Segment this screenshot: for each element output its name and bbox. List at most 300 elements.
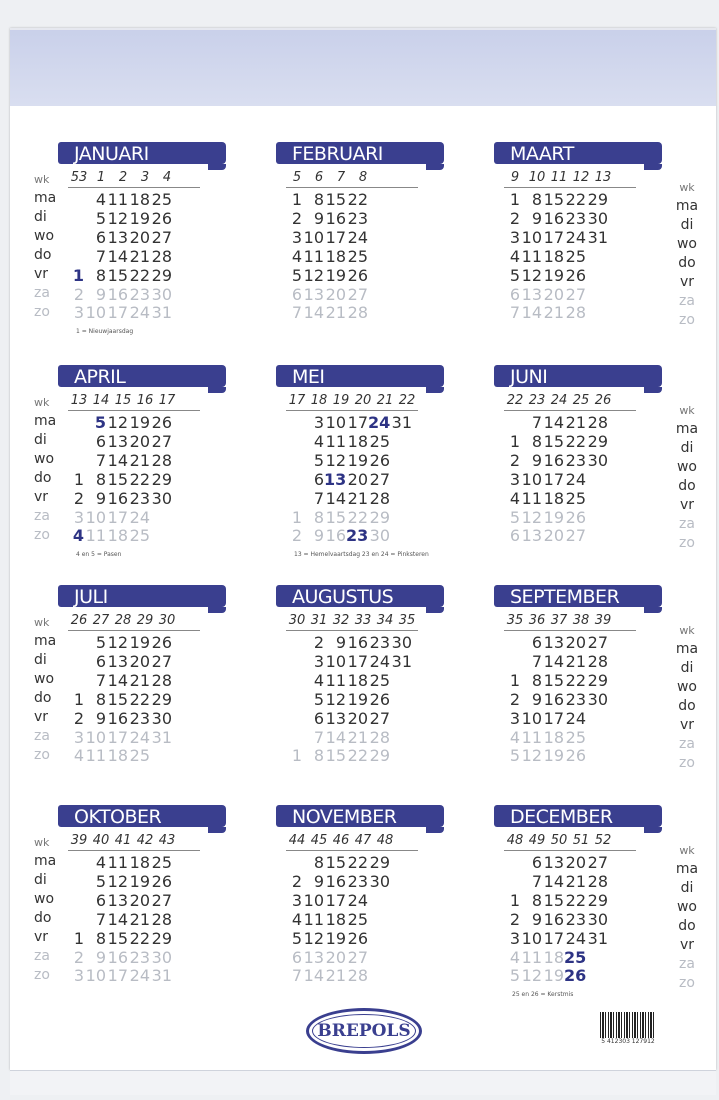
date-cell: 6 <box>313 708 324 728</box>
day-label-wo: wo <box>34 228 55 244</box>
date-cell: 5 <box>95 871 106 891</box>
date-cell: 16 <box>347 633 368 652</box>
month-november <box>280 805 470 1010</box>
date-cell: 9 <box>313 208 324 228</box>
wk-label: wk <box>679 844 695 857</box>
date-cell: 21 <box>565 413 586 432</box>
date-cell: 1 <box>509 670 520 690</box>
date-cell: 27 <box>587 633 608 652</box>
date-cell: 8 <box>531 190 542 209</box>
date-cell: 7 <box>313 488 324 508</box>
day-label-ma: ma <box>675 198 699 214</box>
holiday-note: 1 = Nieuwjaarsdag <box>76 328 134 336</box>
month-april <box>62 365 252 570</box>
date-cell: 11 <box>325 431 346 451</box>
month-header: FEBRUARI <box>280 142 444 164</box>
week-number: 2 <box>118 170 128 185</box>
date-cell: 10 <box>85 966 106 986</box>
date-cell: 2 <box>73 947 84 967</box>
date-cell: 15 <box>325 190 346 209</box>
day-label-wo: wo <box>34 451 55 467</box>
date-cell: 27 <box>151 431 172 451</box>
date-cell: 19 <box>129 413 150 432</box>
date-cell: 25 <box>565 488 586 508</box>
date-cell: 22 <box>347 746 368 766</box>
date-cell: 18 <box>107 526 128 546</box>
date-cell: 29 <box>587 190 608 209</box>
date-cell: 10 <box>303 227 324 247</box>
week-number: 39 <box>594 613 612 628</box>
date-cell: 26 <box>369 450 390 470</box>
date-cell: 13 <box>521 284 542 304</box>
month-header: JANUARI <box>62 142 226 164</box>
date-cell: 20 <box>565 853 586 872</box>
day-label-zo: zo <box>34 304 50 320</box>
week-number: 45 <box>310 833 328 848</box>
date-cell: 21 <box>565 651 586 671</box>
brepols-logo <box>306 1008 422 1054</box>
day-label-do: do <box>678 255 696 271</box>
date-cell: 5 <box>291 928 302 948</box>
week-divider <box>68 850 200 851</box>
date-cell: 24 <box>129 303 150 323</box>
date-cell: 12 <box>325 450 346 470</box>
date-cell: 12 <box>107 871 128 891</box>
date-cell: 20 <box>565 633 586 652</box>
date-cell: 22 <box>565 190 586 209</box>
date-cell: 3 <box>73 507 84 527</box>
date-cell: 3 <box>291 890 302 910</box>
date-cell: 27 <box>151 651 172 671</box>
date-cell: 13 <box>543 853 564 872</box>
week-number: 29 <box>136 613 154 628</box>
day-label-vr: vr <box>679 497 695 513</box>
date-cell: 12 <box>303 265 324 285</box>
date-cell: 22 <box>129 689 150 709</box>
date-cell: 11 <box>521 727 542 747</box>
date-cell: 15 <box>107 689 128 709</box>
date-cell: 26 <box>151 413 172 432</box>
date-cell: 18 <box>107 746 128 766</box>
week-number: 39 <box>70 833 88 848</box>
date-cell: 1 <box>291 507 302 527</box>
day-label-za: za <box>34 948 50 964</box>
date-cell: 14 <box>543 413 564 432</box>
date-cell: 24 <box>368 413 391 432</box>
week-divider <box>68 630 200 631</box>
date-cell: 9 <box>531 208 542 228</box>
date-cell: 28 <box>151 670 172 690</box>
date-cell: 15 <box>543 670 564 690</box>
date-cell: 16 <box>107 947 128 967</box>
date-cell: 24 <box>565 708 586 728</box>
date-cell: 29 <box>587 431 608 451</box>
brand-name: BREPOLS <box>317 1021 411 1041</box>
date-cell: 28 <box>587 413 608 432</box>
wk-label: wk <box>34 616 50 629</box>
month-header: MEI <box>280 365 444 387</box>
date-cell: 26 <box>369 689 390 709</box>
date-cell: 16 <box>543 450 564 470</box>
date-cell: 17 <box>543 708 564 728</box>
wk-label: wk <box>34 173 50 186</box>
day-label-vr: vr <box>679 274 695 290</box>
week-divider <box>504 850 636 851</box>
date-cell: 23 <box>565 689 586 709</box>
date-cell: 27 <box>369 708 390 728</box>
day-label-zo: zo <box>679 975 695 991</box>
date-cell: 5 <box>509 746 520 766</box>
date-cell: 2 <box>73 488 84 508</box>
date-cell: 20 <box>129 227 150 247</box>
date-cell: 1 <box>73 469 84 489</box>
holiday-note: 25 en 26 = Kerstmis <box>512 991 574 999</box>
date-cell: 5 <box>313 450 324 470</box>
date-cell: 2 <box>73 708 84 728</box>
day-label-di: di <box>680 217 694 233</box>
date-cell: 21 <box>347 727 368 747</box>
week-divider <box>286 410 418 411</box>
date-cell: 3 <box>73 303 84 323</box>
week-number: 41 <box>114 833 132 848</box>
date-cell: 23 <box>129 488 150 508</box>
date-cell: 14 <box>325 488 346 508</box>
date-cell: 30 <box>369 871 390 891</box>
day-labels <box>34 170 64 322</box>
date-cell: 11 <box>325 670 346 690</box>
date-cell: 17 <box>107 966 128 986</box>
week-number: 43 <box>158 833 176 848</box>
date-cell: 8 <box>313 190 324 209</box>
date-cell: 30 <box>151 284 172 304</box>
holiday-note: 13 = Hemelvaartsdag 23 en 24 = Pinksteren <box>294 551 429 559</box>
date-cell: 23 <box>129 947 150 967</box>
date-cell: 4 <box>95 190 106 209</box>
date-cell: 27 <box>151 227 172 247</box>
week-number: 9 <box>510 170 520 185</box>
day-label-do: do <box>678 478 696 494</box>
date-cell: 17 <box>347 413 368 432</box>
date-cell: 24 <box>129 966 150 986</box>
date-cell: 21 <box>325 966 346 986</box>
date-cell: 4 <box>509 947 520 967</box>
week-number: 1 <box>96 170 106 185</box>
date-cell: 6 <box>509 526 520 546</box>
week-number: 5 <box>292 170 302 185</box>
date-cell: 2 <box>509 909 520 929</box>
date-cell: 7 <box>95 909 106 929</box>
week-number: 48 <box>376 833 394 848</box>
date-cell: 4 <box>509 488 520 508</box>
date-cell: 12 <box>521 265 542 285</box>
date-cell: 12 <box>107 633 128 652</box>
day-label-wo: wo <box>676 679 697 695</box>
date-cell: 12 <box>107 208 128 228</box>
date-cell: 7 <box>291 303 302 323</box>
date-cell: 22 <box>129 469 150 489</box>
week-number: 8 <box>358 170 368 185</box>
date-cell: 14 <box>303 303 324 323</box>
date-cell: 6 <box>95 890 106 910</box>
week-number: 30 <box>158 613 176 628</box>
month-december <box>498 805 688 1010</box>
date-cell: 2 <box>509 450 520 470</box>
date-cell: 2 <box>73 284 84 304</box>
date-cell: 29 <box>587 890 608 910</box>
date-cell: 10 <box>85 507 106 527</box>
date-cell: 14 <box>107 670 128 690</box>
week-number: 44 <box>288 833 306 848</box>
date-cell: 8 <box>95 265 106 285</box>
month-header: NOVEMBER <box>280 805 444 827</box>
week-divider <box>504 410 636 411</box>
date-cell: 2 <box>313 633 324 652</box>
week-number: 25 <box>572 393 590 408</box>
date-cell: 5 <box>94 413 106 432</box>
date-cell: 29 <box>369 507 390 527</box>
date-cell: 28 <box>587 651 608 671</box>
day-label-di: di <box>34 872 47 888</box>
date-cell: 26 <box>151 633 172 652</box>
date-cell: 7 <box>531 651 542 671</box>
week-number: 51 <box>572 833 590 848</box>
week-number: 28 <box>114 613 132 628</box>
week-number: 22 <box>506 393 524 408</box>
month-header: APRIL <box>62 365 226 387</box>
barcode-bars <box>600 1012 656 1038</box>
date-cell: 6 <box>291 284 302 304</box>
header-band <box>10 28 716 106</box>
date-cell: 2 <box>509 208 520 228</box>
date-cell: 26 <box>151 208 172 228</box>
day-label-do: do <box>34 690 52 706</box>
date-cell: 13 <box>325 708 346 728</box>
day-label-di: di <box>680 440 694 456</box>
date-cell: 22 <box>129 928 150 948</box>
week-divider <box>286 850 418 851</box>
date-cell: 24 <box>129 727 150 747</box>
date-cell: 12 <box>107 413 128 432</box>
week-number: 17 <box>288 393 306 408</box>
date-cell: 28 <box>587 871 608 891</box>
date-cell: 7 <box>531 413 542 432</box>
week-number: 37 <box>550 613 568 628</box>
week-number: 50 <box>550 833 568 848</box>
week-number: 16 <box>136 393 154 408</box>
day-labels <box>34 833 64 985</box>
date-cell: 13 <box>521 526 542 546</box>
date-cell: 19 <box>325 265 346 285</box>
date-cell: 26 <box>347 928 368 948</box>
day-label-do: do <box>678 918 696 934</box>
date-cell: 21 <box>129 909 150 929</box>
week-number: 19 <box>332 393 350 408</box>
date-cell: 20 <box>347 469 368 489</box>
date-cell: 15 <box>107 265 128 285</box>
date-cell: 6 <box>95 651 106 671</box>
date-cell: 30 <box>151 947 172 967</box>
date-cell: 17 <box>325 890 346 910</box>
date-cell: 25 <box>565 727 586 747</box>
date-cell: 25 <box>369 670 390 690</box>
date-cell: 22 <box>347 190 368 209</box>
date-cell: 10 <box>325 651 346 671</box>
day-label-wo: wo <box>34 671 55 687</box>
date-cell: 11 <box>521 246 542 266</box>
date-cell: 30 <box>369 526 390 546</box>
date-cell: 3 <box>73 966 84 986</box>
date-cell: 24 <box>565 469 586 489</box>
date-cell: 10 <box>521 469 542 489</box>
date-cell: 4 <box>72 526 84 546</box>
date-cell: 28 <box>347 966 368 986</box>
date-cell: 7 <box>95 670 106 690</box>
date-cell: 27 <box>151 890 172 910</box>
date-cell: 15 <box>107 469 128 489</box>
date-cell: 20 <box>347 708 368 728</box>
date-cell: 23 <box>129 284 150 304</box>
date-cell: 13 <box>543 633 564 652</box>
week-number: 46 <box>332 833 350 848</box>
date-cell: 8 <box>313 507 324 527</box>
date-cell: 31 <box>151 966 172 986</box>
date-cell: 15 <box>325 507 346 527</box>
date-cell: 26 <box>564 966 587 986</box>
date-cell: 25 <box>564 947 587 967</box>
date-cell: 28 <box>151 246 172 266</box>
month-maart <box>498 142 688 347</box>
date-cell: 15 <box>543 190 564 209</box>
day-label-za: za <box>679 956 695 972</box>
date-cell: 20 <box>325 284 346 304</box>
date-cell: 9 <box>313 526 324 546</box>
date-cell: 20 <box>325 947 346 967</box>
date-cell: 1 <box>509 431 520 451</box>
date-cell: 3 <box>291 227 302 247</box>
day-label-za: za <box>679 293 695 309</box>
date-cell: 19 <box>129 208 150 228</box>
day-label-do: do <box>34 910 52 926</box>
date-cell: 11 <box>521 947 542 967</box>
week-number: 14 <box>92 393 110 408</box>
date-cell: 17 <box>543 227 564 247</box>
date-cell: 16 <box>325 871 346 891</box>
date-cell: 25 <box>565 246 586 266</box>
date-cell: 4 <box>73 746 84 766</box>
date-cell: 21 <box>129 246 150 266</box>
barcode-number: 5 412303 127912 <box>601 1038 655 1045</box>
date-cell: 13 <box>107 431 128 451</box>
date-cell: 19 <box>129 633 150 652</box>
date-cell: 17 <box>107 303 128 323</box>
date-cell: 9 <box>95 708 106 728</box>
day-label-vr: vr <box>34 709 49 725</box>
date-cell: 15 <box>107 928 128 948</box>
date-cell: 17 <box>107 507 128 527</box>
month-header: MAART <box>498 142 662 164</box>
day-label-vr: vr <box>34 489 49 505</box>
day-label-ma: ma <box>34 190 57 206</box>
week-number: 18 <box>310 393 328 408</box>
date-cell: 30 <box>151 488 172 508</box>
date-cell: 15 <box>325 746 346 766</box>
month-september <box>498 585 688 790</box>
week-number: 34 <box>376 613 394 628</box>
week-number: 20 <box>354 393 372 408</box>
date-cell: 9 <box>335 633 346 652</box>
date-cell: 2 <box>291 208 302 228</box>
date-cell: 14 <box>107 909 128 929</box>
date-cell: 25 <box>151 853 172 872</box>
date-cell: 8 <box>313 746 324 766</box>
date-cell: 20 <box>129 651 150 671</box>
date-cell: 27 <box>347 284 368 304</box>
date-cell: 27 <box>369 469 390 489</box>
date-cell: 22 <box>565 431 586 451</box>
date-cell: 7 <box>291 966 302 986</box>
date-cell: 19 <box>543 746 564 766</box>
date-cell: 6 <box>313 469 324 489</box>
day-label-zo: zo <box>34 967 50 983</box>
date-cell: 25 <box>129 746 150 766</box>
date-cell: 5 <box>509 507 520 527</box>
date-cell: 7 <box>95 246 106 266</box>
week-number: 47 <box>354 833 372 848</box>
date-cell: 24 <box>129 507 150 527</box>
date-cell: 17 <box>543 928 564 948</box>
date-cell: 17 <box>543 469 564 489</box>
date-cell: 27 <box>565 284 586 304</box>
date-cell: 4 <box>509 727 520 747</box>
month-header: SEPTEMBER <box>498 585 662 607</box>
date-cell: 19 <box>543 507 564 527</box>
month-oktober <box>62 805 252 1010</box>
date-cell: 16 <box>543 689 564 709</box>
week-number: 26 <box>594 393 612 408</box>
date-cell: 18 <box>543 246 564 266</box>
week-number: 17 <box>158 393 176 408</box>
week-divider <box>504 630 636 631</box>
date-cell: 18 <box>543 488 564 508</box>
week-number: 38 <box>572 613 590 628</box>
week-number: 36 <box>528 613 546 628</box>
date-cell: 11 <box>521 488 542 508</box>
date-cell: 21 <box>129 670 150 690</box>
date-cell: 5 <box>313 689 324 709</box>
date-cell: 23 <box>347 871 368 891</box>
date-cell: 23 <box>565 909 586 929</box>
day-label-wo: wo <box>676 899 697 915</box>
date-cell: 9 <box>313 871 324 891</box>
date-cell: 16 <box>107 488 128 508</box>
date-cell: 31 <box>587 227 608 247</box>
week-divider <box>286 187 418 188</box>
day-label-zo: zo <box>34 527 50 543</box>
day-label-do: do <box>678 698 696 714</box>
date-cell: 23 <box>347 208 368 228</box>
date-cell: 4 <box>291 246 302 266</box>
date-cell: 23 <box>346 526 369 546</box>
date-cell: 31 <box>151 303 172 323</box>
date-cell: 14 <box>543 651 564 671</box>
date-cell: 11 <box>85 746 106 766</box>
date-cell: 20 <box>129 431 150 451</box>
bottom-rail <box>10 1070 716 1095</box>
date-cell: 10 <box>521 708 542 728</box>
date-cell: 14 <box>521 303 542 323</box>
holiday-note: 4 en 5 = Pasen <box>76 551 122 559</box>
date-cell: 21 <box>325 303 346 323</box>
